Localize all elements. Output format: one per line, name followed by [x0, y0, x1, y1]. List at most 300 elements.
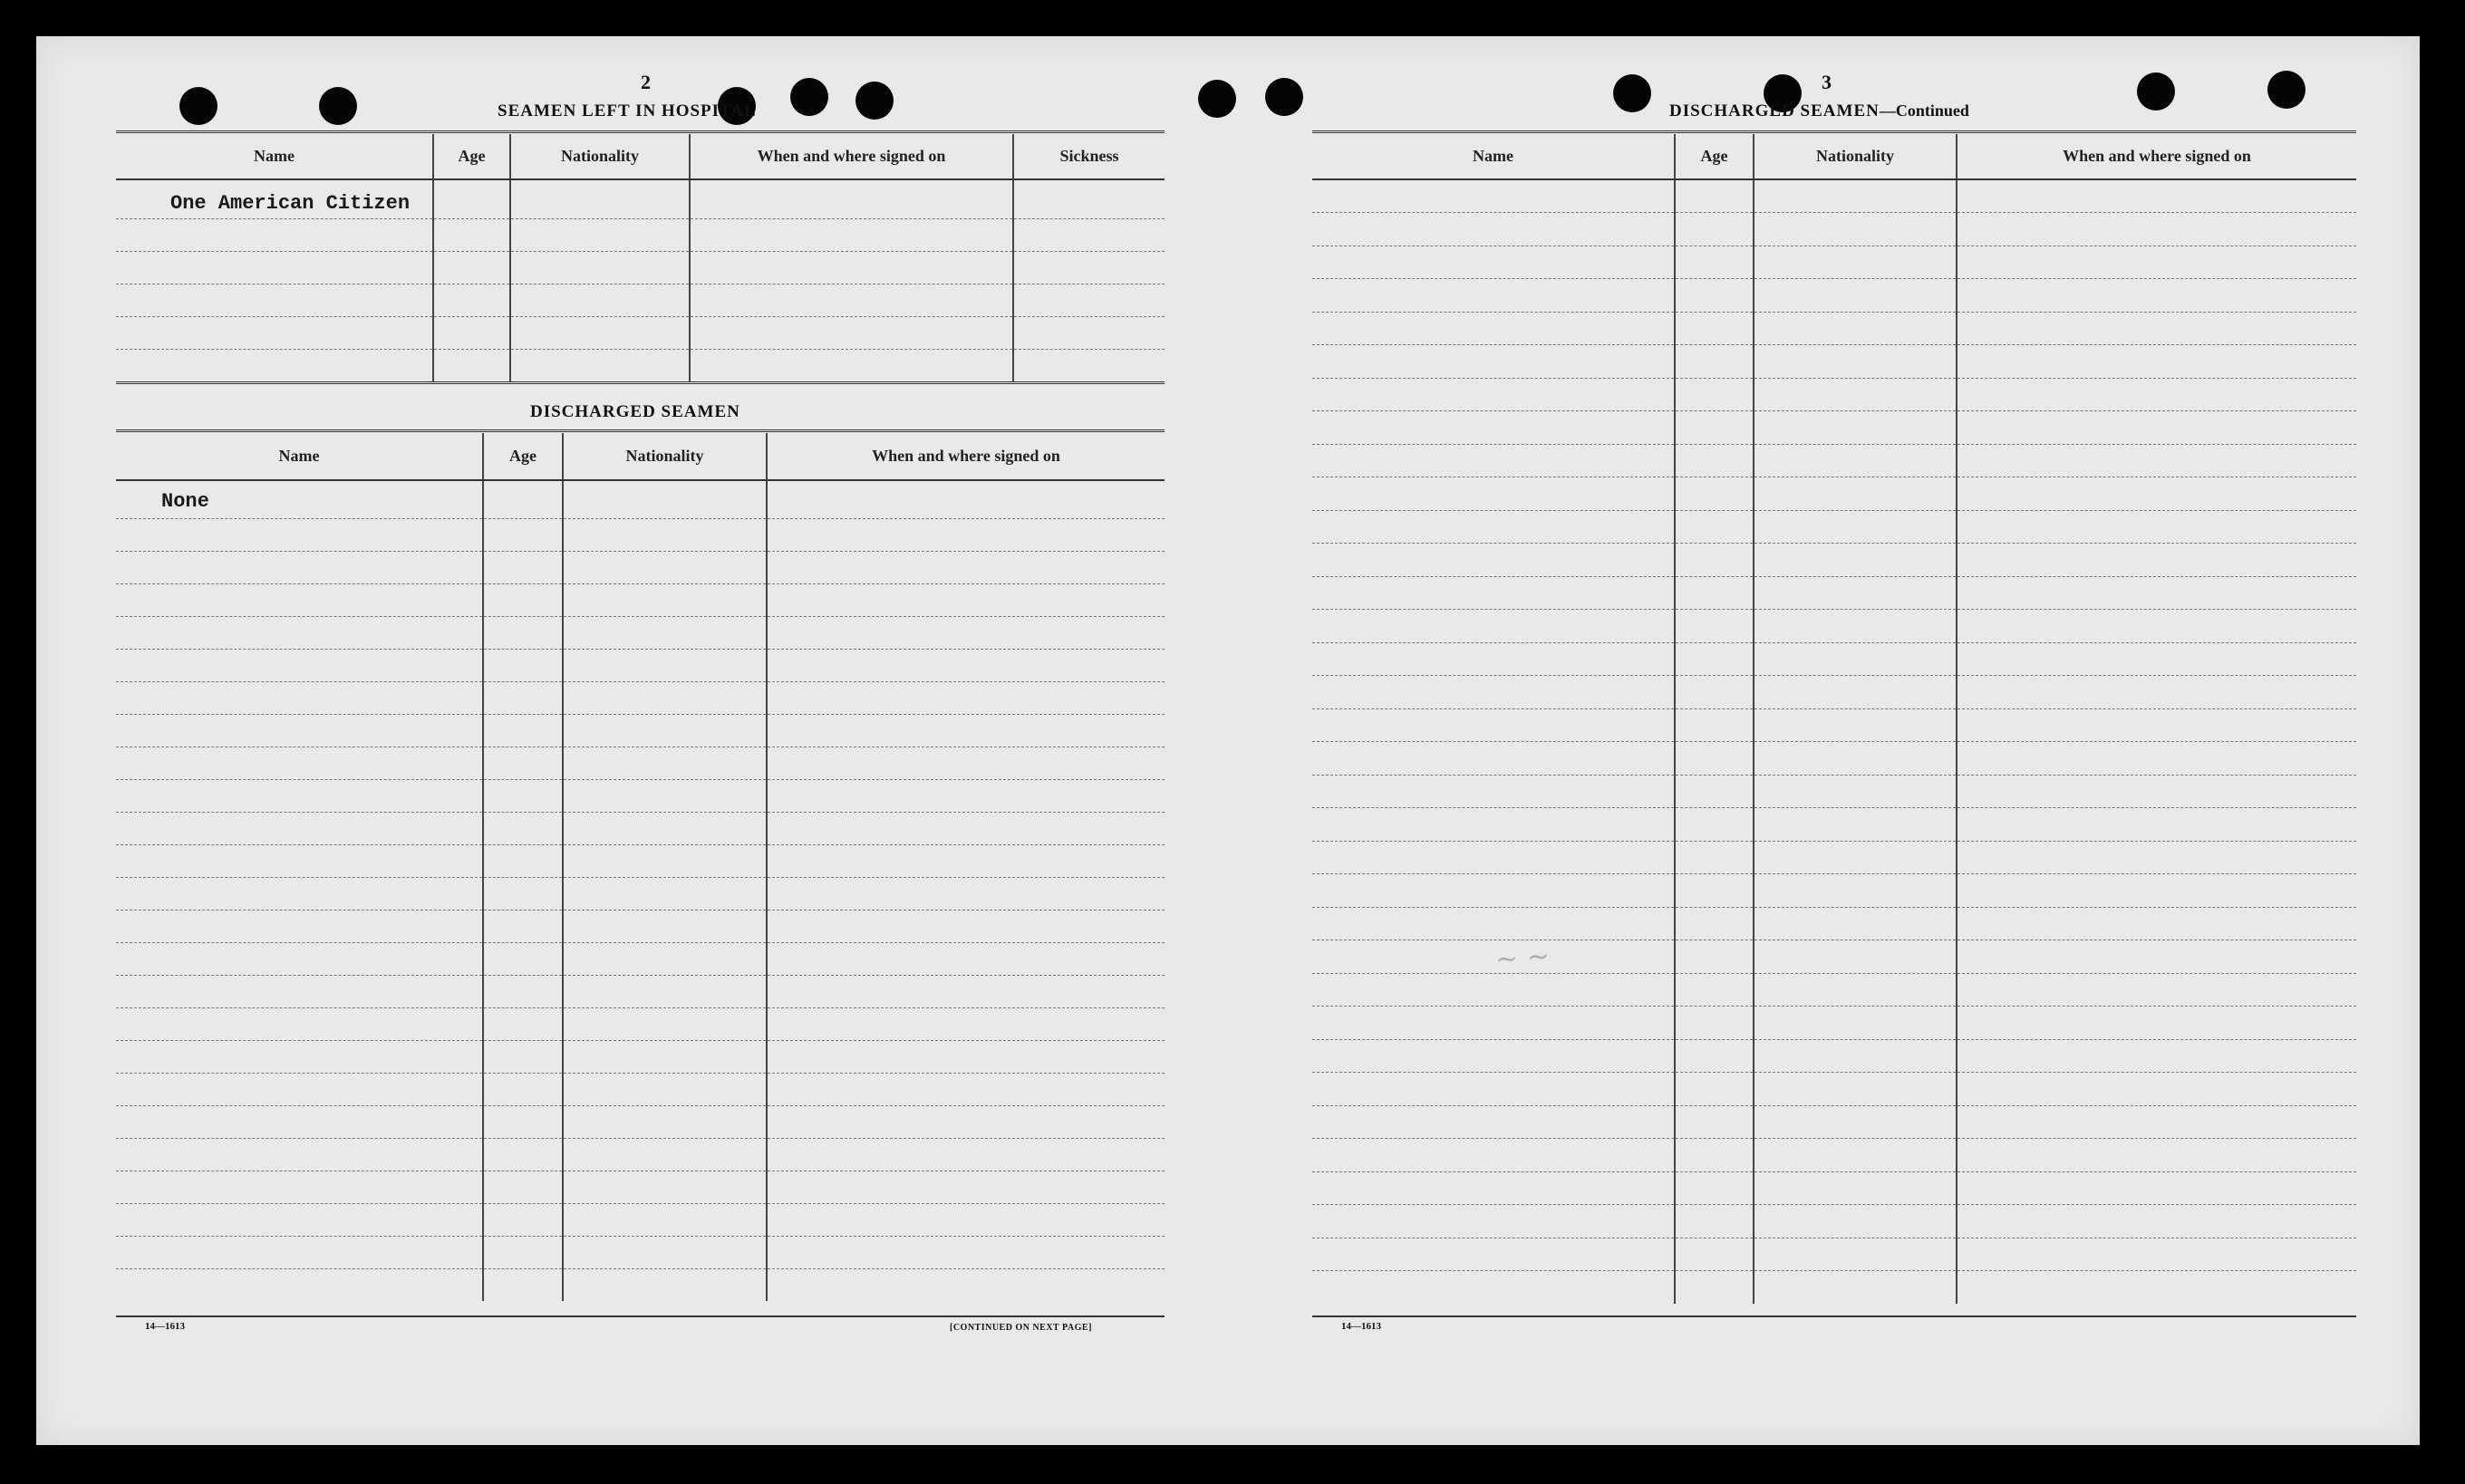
right-nationality-cell [1754, 312, 1957, 345]
right-name-cell [1312, 973, 1675, 1007]
discharged-age-cell [483, 681, 563, 714]
discharged-nationality-cell [563, 910, 767, 942]
discharged-nationality-cell [563, 1171, 767, 1203]
right-name-cell [1312, 213, 1675, 246]
punch-hole [1613, 74, 1651, 112]
discharged-signed-cell [767, 942, 1165, 975]
discharged-age-cell [483, 714, 563, 747]
table-row [116, 316, 1165, 349]
right-age-cell [1675, 874, 1754, 908]
hospital-age-cell [433, 349, 510, 381]
discharged-section-title: DISCHARGED SEAMEN [530, 402, 740, 421]
table-row [116, 179, 1165, 218]
right-age-cell [1675, 1271, 1754, 1305]
discharged-age-cell [483, 518, 563, 551]
hospital-sickness-cell [1013, 316, 1165, 349]
page-number-right: 3 [1822, 71, 1832, 93]
right-name-cell [1312, 477, 1675, 511]
hospital-signed-cell [690, 284, 1013, 316]
right-nationality-cell [1754, 444, 1957, 477]
discharged-signed-cell [767, 1040, 1165, 1073]
hospital-signed-cell [690, 316, 1013, 349]
discharged-age-cell [483, 551, 563, 583]
right-signed-cell [1957, 808, 2356, 842]
right-name-cell [1312, 742, 1675, 776]
hospital-nationality-cell [510, 284, 690, 316]
discharged-signed-cell [767, 844, 1165, 877]
right-name-cell [1312, 708, 1675, 742]
column-header-age: Age [433, 134, 510, 179]
table-row [116, 218, 1165, 251]
table-row [116, 583, 1165, 616]
discharged-signed-cell [767, 1236, 1165, 1268]
right-name-cell [1312, 676, 1675, 709]
discharged-nationality-cell [563, 812, 767, 844]
column-header-nationality: Nationality [563, 433, 767, 480]
right-name-cell [1312, 1205, 1675, 1238]
right-age-cell [1675, 708, 1754, 742]
table-row [1312, 213, 2356, 246]
right-nationality-cell [1754, 1105, 1957, 1139]
right-age-cell [1675, 808, 1754, 842]
table-row [116, 910, 1165, 942]
right-nationality-cell [1754, 973, 1957, 1007]
punch-hole [2267, 71, 2306, 109]
column-header-age: Age [483, 433, 563, 480]
table-row [116, 681, 1165, 714]
discharged-name-cell [116, 1268, 483, 1301]
discharged-age-cell [483, 1040, 563, 1073]
right-nationality-cell [1754, 246, 1957, 279]
right-bottom-rule [1312, 1315, 2356, 1317]
hospital-sickness-cell [1013, 284, 1165, 316]
discharged-name-cell [116, 812, 483, 844]
table-row [1312, 676, 2356, 709]
discharged-rows [116, 480, 1165, 1301]
discharged-age-cell [483, 649, 563, 681]
right-nationality-cell [1754, 676, 1957, 709]
discharged-name-cell [116, 1171, 483, 1203]
discharged-name-cell [116, 1105, 483, 1138]
right-nationality-cell [1754, 477, 1957, 511]
discharged-name-cell: None [116, 480, 483, 518]
table-row [1312, 1271, 2356, 1305]
right-signed-cell [1957, 1238, 2356, 1271]
discharged-name-cell [116, 1203, 483, 1236]
right-nationality-cell [1754, 907, 1957, 940]
hospital-age-cell [433, 179, 510, 218]
table-row [1312, 841, 2356, 874]
discharged-signed-cell [767, 518, 1165, 551]
right-signed-cell [1957, 742, 2356, 776]
form-code-right: 14—1613 [1341, 1321, 1381, 1332]
right-name-cell [1312, 610, 1675, 643]
right-name-cell [1312, 642, 1675, 676]
right-nationality-cell [1754, 1039, 1957, 1073]
right-age-cell [1675, 973, 1754, 1007]
right-signed-cell [1957, 544, 2356, 577]
column-header-signed-on: When and where signed on [690, 134, 1013, 179]
right-signed-cell [1957, 610, 2356, 643]
discharged-signed-cell [767, 910, 1165, 942]
right-signed-cell [1957, 841, 2356, 874]
right-nationality-cell [1754, 775, 1957, 808]
discharged-nationality-cell [563, 649, 767, 681]
hospital-name-cell: One American Citizen [116, 179, 433, 218]
discharged-age-cell [483, 747, 563, 779]
discharged-signed-cell [767, 1007, 1165, 1040]
discharged-name-cell [116, 681, 483, 714]
right-age-cell [1675, 642, 1754, 676]
right-nationality-cell [1754, 940, 1957, 974]
discharged-nationality-cell [563, 681, 767, 714]
discharged-nationality-cell [563, 1040, 767, 1073]
table-row [116, 284, 1165, 316]
table-row [1312, 378, 2356, 411]
right-age-cell [1675, 775, 1754, 808]
table-row [116, 1171, 1165, 1203]
hospital-sickness-cell [1013, 251, 1165, 284]
right-signed-cell [1957, 510, 2356, 544]
right-signed-cell [1957, 179, 2356, 213]
right-nationality-cell [1754, 610, 1957, 643]
table-row [116, 480, 1165, 518]
right-name-cell [1312, 411, 1675, 445]
right-nationality-cell [1754, 544, 1957, 577]
discharged-signed-cell [767, 812, 1165, 844]
right-title-main: DISCHARGED SEAMEN [1669, 101, 1880, 120]
discharged-age-cell [483, 779, 563, 812]
right-name-cell [1312, 874, 1675, 908]
table-row [116, 779, 1165, 812]
right-nationality-cell [1754, 874, 1957, 908]
right-age-cell [1675, 841, 1754, 874]
discharged-nationality-cell [563, 1105, 767, 1138]
right-age-cell [1675, 213, 1754, 246]
column-header-sickness: Sickness [1013, 134, 1165, 179]
table-row [116, 551, 1165, 583]
table-row [116, 1236, 1165, 1268]
right-nationality-cell [1754, 1238, 1957, 1271]
right-name-cell [1312, 246, 1675, 279]
right-nationality-cell [1754, 345, 1957, 379]
right-rows [1312, 179, 2356, 1304]
discharged-name-cell [116, 877, 483, 910]
right-name-cell [1312, 510, 1675, 544]
hospital-header-row [116, 134, 1165, 179]
discharged-age-cell [483, 1105, 563, 1138]
right-signed-cell [1957, 576, 2356, 610]
hospital-nationality-cell [510, 316, 690, 349]
right-nationality-cell [1754, 279, 1957, 313]
discharged-signed-cell [767, 779, 1165, 812]
right-section-title [1669, 101, 1969, 121]
discharged-name-cell [116, 844, 483, 877]
discharged-age-cell [483, 1007, 563, 1040]
table-row [1312, 642, 2356, 676]
right-name-cell [1312, 1039, 1675, 1073]
table-row [116, 616, 1165, 649]
right-signed-cell [1957, 444, 2356, 477]
discharged-name-cell [116, 518, 483, 551]
table-row [1312, 775, 2356, 808]
right-nationality-cell [1754, 742, 1957, 776]
right-signed-cell [1957, 973, 2356, 1007]
right-signed-cell [1957, 1105, 2356, 1139]
hospital-nationality-cell [510, 179, 690, 218]
punch-hole [1265, 78, 1303, 116]
discharged-nationality-cell [563, 1073, 767, 1105]
discharged-nationality-cell [563, 583, 767, 616]
continued-note: [CONTINUED ON NEXT PAGE] [950, 1323, 1092, 1333]
table-row [116, 1073, 1165, 1105]
table-row [1312, 477, 2356, 511]
discharged-signed-cell [767, 1105, 1165, 1138]
discharged-name-cell [116, 1007, 483, 1040]
discharged-signed-cell [767, 649, 1165, 681]
hospital-name-cell [116, 284, 433, 316]
discharged-nationality-cell [563, 1236, 767, 1268]
discharged-nationality-cell [563, 747, 767, 779]
right-nationality-cell [1754, 411, 1957, 445]
discharged-nationality-cell [563, 1268, 767, 1301]
hospital-bottom-rule [116, 381, 1165, 384]
right-name-cell [1312, 1271, 1675, 1305]
table-row [1312, 544, 2356, 577]
table-row [1312, 1139, 2356, 1172]
right-age-cell [1675, 1171, 1754, 1205]
right-title-suffix: —Continued [1879, 101, 1969, 120]
discharged-continued-table [1312, 134, 2356, 1304]
right-age-cell [1675, 477, 1754, 511]
hospital-signed-cell [690, 349, 1013, 381]
discharged-nationality-cell [563, 1007, 767, 1040]
right-name-cell [1312, 576, 1675, 610]
column-header-age: Age [1675, 134, 1754, 179]
right-nationality-cell [1754, 1139, 1957, 1172]
hospital-signed-cell [690, 218, 1013, 251]
table-row [1312, 179, 2356, 213]
discharged-name-cell [116, 649, 483, 681]
hospital-nationality-cell [510, 251, 690, 284]
discharged-signed-cell [767, 616, 1165, 649]
discharged-age-cell [483, 583, 563, 616]
discharged-age-cell [483, 844, 563, 877]
right-age-cell [1675, 544, 1754, 577]
table-row [1312, 907, 2356, 940]
discharged-age-cell [483, 480, 563, 518]
table-row [1312, 874, 2356, 908]
right-name-cell [1312, 345, 1675, 379]
right-nationality-cell [1754, 1205, 1957, 1238]
column-header-name: Name [1312, 134, 1675, 179]
discharged-name-cell [116, 583, 483, 616]
discharged-signed-cell [767, 583, 1165, 616]
discharged-nationality-cell [563, 616, 767, 649]
right-name-cell [1312, 444, 1675, 477]
table-row [1312, 444, 2356, 477]
hospital-signed-cell [690, 179, 1013, 218]
right-signed-cell [1957, 1039, 2356, 1073]
discharged-age-cell [483, 975, 563, 1007]
right-age-cell [1675, 742, 1754, 776]
table-row [116, 1040, 1165, 1073]
table-row [116, 877, 1165, 910]
right-age-cell [1675, 1139, 1754, 1172]
discharged-signed-cell [767, 1171, 1165, 1203]
right-signed-cell [1957, 642, 2356, 676]
table-row [1312, 510, 2356, 544]
discharged-nationality-cell [563, 877, 767, 910]
table-row [116, 747, 1165, 779]
discharged-age-cell [483, 1138, 563, 1171]
right-nationality-cell [1754, 510, 1957, 544]
table-row [116, 1268, 1165, 1301]
right-age-cell [1675, 1039, 1754, 1073]
table-row [1312, 279, 2356, 313]
punch-hole [319, 87, 357, 125]
discharged-name-cell [116, 1073, 483, 1105]
right-name-cell [1312, 841, 1675, 874]
right-nationality-cell [1754, 841, 1957, 874]
right-age-cell [1675, 576, 1754, 610]
right-age-cell [1675, 510, 1754, 544]
table-row [116, 942, 1165, 975]
discharged-nationality-cell [563, 714, 767, 747]
discharged-nationality-cell [563, 779, 767, 812]
right-signed-cell [1957, 246, 2356, 279]
right-name-cell [1312, 1073, 1675, 1106]
discharged-nationality-cell [563, 551, 767, 583]
punch-hole [1198, 80, 1236, 118]
right-nationality-cell [1754, 213, 1957, 246]
right-age-cell [1675, 1205, 1754, 1238]
right-age-cell [1675, 312, 1754, 345]
table-row [1312, 411, 2356, 445]
discharged-signed-cell [767, 975, 1165, 1007]
right-nationality-cell [1754, 1007, 1957, 1040]
right-age-cell [1675, 676, 1754, 709]
right-name-cell [1312, 1007, 1675, 1040]
discharged-name-cell [116, 910, 483, 942]
discharged-nationality-cell [563, 975, 767, 1007]
right-name-cell [1312, 1171, 1675, 1205]
discharged-signed-cell [767, 681, 1165, 714]
discharged-signed-cell [767, 747, 1165, 779]
table-row [116, 1203, 1165, 1236]
table-row [1312, 1073, 2356, 1106]
right-signed-cell [1957, 775, 2356, 808]
discharged-signed-cell [767, 1268, 1165, 1301]
discharged-table [116, 433, 1165, 1301]
discharged-nationality-cell [563, 1138, 767, 1171]
discharged-header-row [116, 433, 1165, 480]
discharged-nationality-cell [563, 1203, 767, 1236]
table-row [1312, 1205, 2356, 1238]
page-number-left: 2 [641, 71, 651, 93]
right-name-cell [1312, 808, 1675, 842]
table-row [1312, 246, 2356, 279]
right-age-cell [1675, 1073, 1754, 1106]
hospital-name-cell [116, 316, 433, 349]
table-row [1312, 345, 2356, 379]
right-name-cell [1312, 775, 1675, 808]
right-name-cell [1312, 1238, 1675, 1271]
table-row [116, 1138, 1165, 1171]
right-age-cell [1675, 1105, 1754, 1139]
right-signed-cell [1957, 378, 2356, 411]
right-signed-cell [1957, 1271, 2356, 1305]
discharged-nationality-cell [563, 518, 767, 551]
discharged-signed-cell [767, 1138, 1165, 1171]
right-name-cell [1312, 907, 1675, 940]
discharged-age-cell [483, 812, 563, 844]
discharged-age-cell [483, 910, 563, 942]
right-nationality-cell [1754, 642, 1957, 676]
discharged-nationality-cell [563, 844, 767, 877]
column-header-nationality: Nationality [1754, 134, 1957, 179]
hospital-name-cell [116, 251, 433, 284]
table-row [1312, 1039, 2356, 1073]
discharged-name-cell [116, 1138, 483, 1171]
right-age-cell [1675, 179, 1754, 213]
right-signed-cell [1957, 907, 2356, 940]
table-row [116, 714, 1165, 747]
punch-hole [856, 82, 894, 120]
discharged-age-cell [483, 1203, 563, 1236]
table-row [116, 518, 1165, 551]
table-row [116, 812, 1165, 844]
right-age-cell [1675, 1007, 1754, 1040]
table-row [1312, 1105, 2356, 1139]
hospital-signed-cell [690, 251, 1013, 284]
discharged-age-cell [483, 1171, 563, 1203]
table-row [116, 844, 1165, 877]
punch-hole [790, 78, 828, 116]
hospital-sickness-cell [1013, 218, 1165, 251]
column-header-name: Name [116, 433, 483, 480]
right-name-cell [1312, 1105, 1675, 1139]
faint-bleedthrough-mark: ~ ~ [1494, 940, 1551, 977]
discharged-name-cell [116, 1236, 483, 1268]
right-name-cell [1312, 312, 1675, 345]
right-signed-cell [1957, 345, 2356, 379]
discharged-age-cell [483, 877, 563, 910]
table-row [1312, 1007, 2356, 1040]
discharged-name-cell [116, 942, 483, 975]
right-signed-cell [1957, 676, 2356, 709]
right-age-cell [1675, 907, 1754, 940]
right-nationality-cell [1754, 1171, 1957, 1205]
table-row [116, 349, 1165, 381]
discharged-name-cell [116, 551, 483, 583]
table-row [1312, 808, 2356, 842]
discharged-signed-cell [767, 714, 1165, 747]
table-row [1312, 940, 2356, 974]
discharged-name-cell [116, 714, 483, 747]
table-row [116, 251, 1165, 284]
discharged-name-cell [116, 1040, 483, 1073]
column-header-nationality: Nationality [510, 134, 690, 179]
hospital-table [116, 134, 1165, 381]
discharged-signed-cell [767, 480, 1165, 518]
right-nationality-cell [1754, 179, 1957, 213]
right-signed-cell [1957, 874, 2356, 908]
hospital-top-rule [116, 130, 1165, 133]
right-signed-cell [1957, 213, 2356, 246]
table-row [116, 1007, 1165, 1040]
punch-hole [179, 87, 218, 125]
